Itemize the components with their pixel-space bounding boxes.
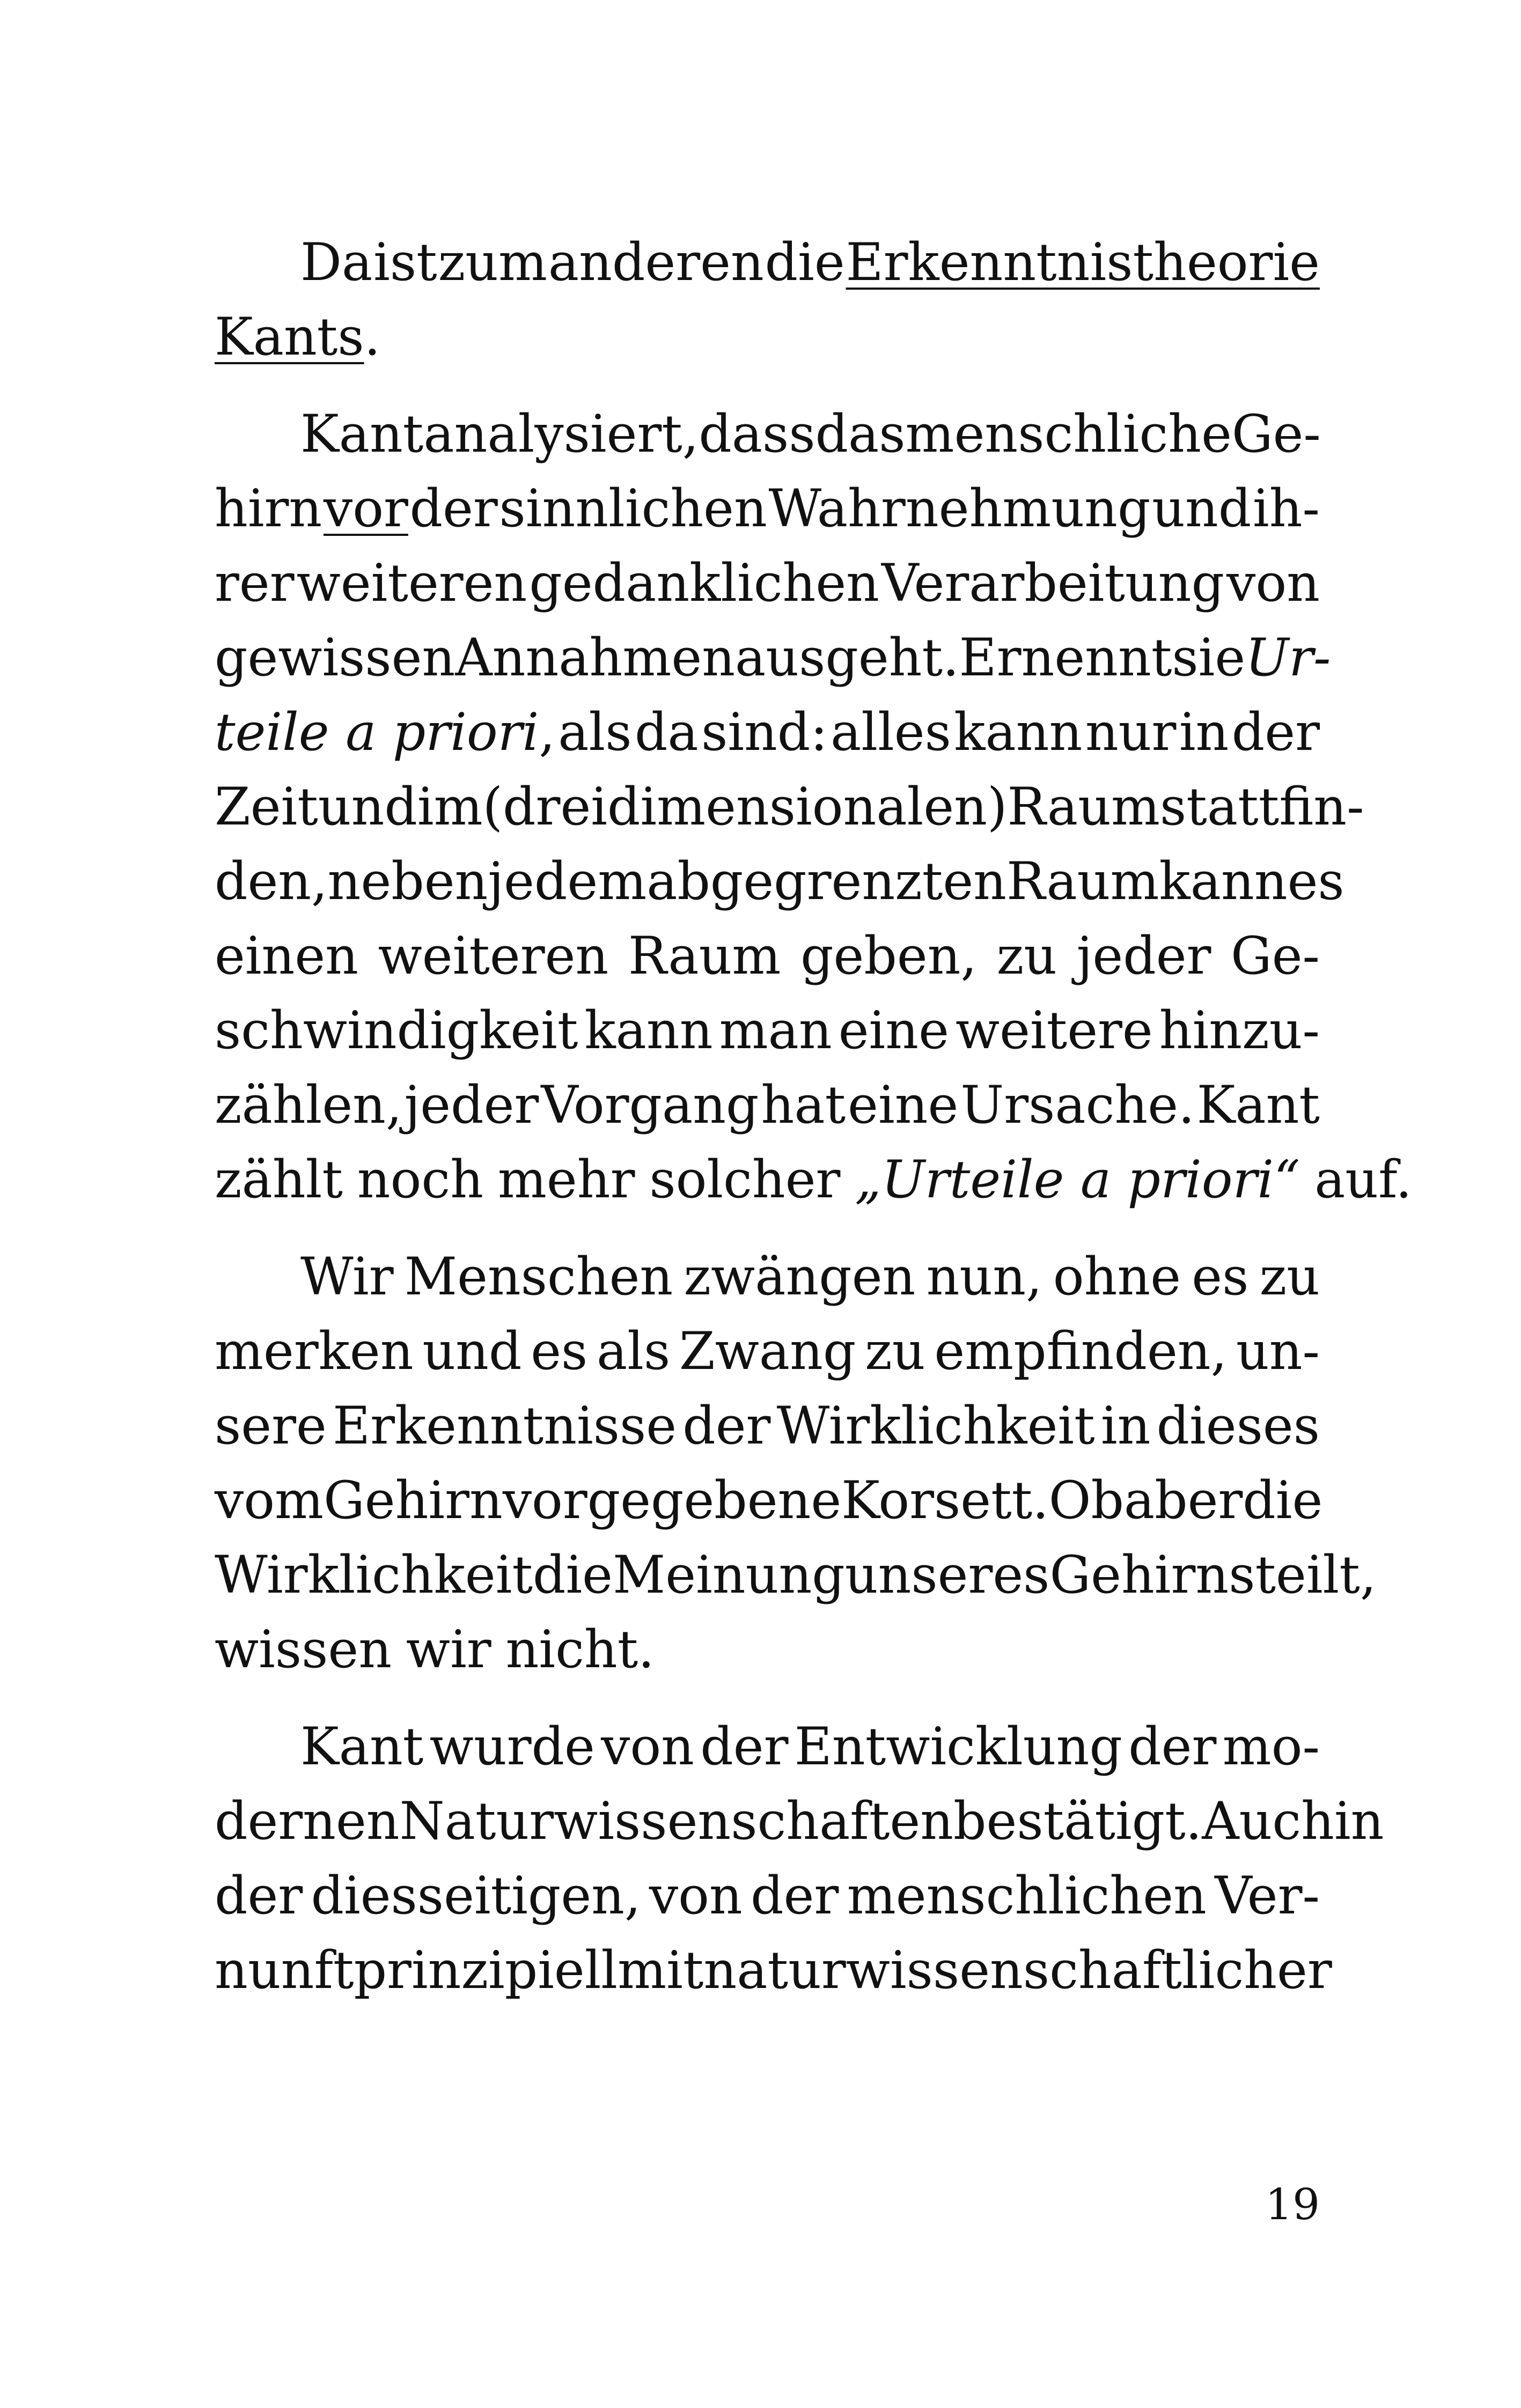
- word-group: [215, 695, 555, 770]
- word: jeder: [1076, 926, 1211, 986]
- text-line: [215, 1389, 1320, 1463]
- word: der: [1128, 1717, 1217, 1777]
- word: dieses: [1156, 1396, 1320, 1456]
- word: zu: [1259, 1247, 1320, 1307]
- text-line: [215, 1859, 1320, 1933]
- word: eine: [838, 1000, 949, 1061]
- word: Ursache.: [960, 1075, 1195, 1135]
- word: wissen: [215, 1619, 392, 1680]
- word: weitere: [955, 1000, 1153, 1061]
- word: auf.: [1314, 1150, 1412, 1210]
- word: Menschen: [404, 1247, 673, 1307]
- word: ,: [539, 702, 555, 762]
- word: Gehirn: [324, 1470, 503, 1530]
- word: vorgegebene: [502, 1470, 842, 1530]
- word: Verarbeitung: [881, 553, 1225, 613]
- word: alles: [831, 702, 951, 762]
- word: Kant: [1196, 1075, 1320, 1135]
- word: in: [1334, 1791, 1384, 1851]
- word: Kants: [215, 307, 364, 367]
- text-line: [215, 1612, 1320, 1687]
- text-line: [215, 1538, 1377, 1612]
- word: Wirklichkeit: [776, 1396, 1095, 1456]
- word: der: [682, 1396, 771, 1456]
- word: der: [1231, 702, 1320, 762]
- text-line: [215, 993, 1320, 1068]
- word: empfinden,: [934, 1321, 1228, 1381]
- body-text: [215, 225, 1412, 2008]
- word: analysiert,: [423, 404, 699, 464]
- word: einen: [215, 926, 358, 986]
- word: nun,: [926, 1247, 1042, 1307]
- word: anderen: [548, 232, 764, 292]
- text-line: [215, 1710, 1320, 1784]
- word: hat: [761, 1075, 846, 1135]
- word: stattfin-: [1159, 777, 1364, 837]
- word: der: [409, 478, 498, 539]
- word: Ge-: [1231, 926, 1320, 986]
- word: in: [1100, 1396, 1151, 1456]
- word: Zeit: [215, 777, 318, 837]
- word: es: [1287, 851, 1344, 911]
- word: (dreidimensionalen): [482, 777, 1008, 837]
- word: teile a priori: [215, 702, 539, 762]
- word: prinzipiell: [354, 1940, 618, 2000]
- word: zählt: [215, 1150, 343, 1210]
- text-line: [215, 770, 1364, 844]
- word: Annahmen: [455, 628, 736, 688]
- word: Er: [959, 628, 1022, 688]
- word: kann: [954, 702, 1083, 762]
- word: jedem: [488, 851, 647, 911]
- text-line: [215, 1463, 1323, 1538]
- text-line: [215, 1933, 1332, 2008]
- word: gewissen: [215, 628, 455, 688]
- word: zu: [996, 926, 1057, 986]
- word: Ob: [1048, 1470, 1124, 1530]
- word: der: [215, 1866, 303, 1926]
- word: kann: [1159, 851, 1288, 911]
- word: von: [601, 1717, 694, 1777]
- word: Kant: [300, 404, 424, 464]
- word: menschliche: [905, 404, 1232, 464]
- word: unseres: [844, 1545, 1050, 1605]
- word: Zwang: [679, 1321, 856, 1381]
- word: von: [649, 1866, 743, 1926]
- word: es: [531, 1321, 588, 1381]
- word: dernen: [215, 1791, 400, 1851]
- word: mit: [618, 1940, 704, 2000]
- word: nunft: [215, 1940, 354, 2000]
- word: Erkenntnisse: [333, 1396, 677, 1456]
- word: man: [719, 1000, 832, 1061]
- word: zählen,: [215, 1075, 402, 1135]
- word: Auch: [1202, 1791, 1334, 1851]
- word: geben,: [800, 926, 977, 986]
- word: neben: [327, 851, 488, 911]
- word: abgegrenzten: [646, 851, 1006, 911]
- page-number: 19: [1265, 2179, 1320, 2229]
- word: die: [1243, 1470, 1323, 1530]
- word: Raum: [1006, 851, 1159, 911]
- word: Kant: [300, 1717, 424, 1777]
- text-line: [215, 546, 1320, 621]
- word: rer: [215, 553, 295, 613]
- word: Gehirns: [1049, 1545, 1255, 1605]
- word: Ur-: [1245, 628, 1331, 688]
- word: Wirklichkeit: [215, 1545, 533, 1605]
- text-line: [215, 472, 1320, 546]
- word: in: [1179, 702, 1229, 762]
- word: als: [597, 1321, 671, 1381]
- word: solcher: [649, 1150, 841, 1210]
- word: von: [1226, 553, 1320, 613]
- word: den,: [215, 851, 328, 911]
- word: kann: [584, 1000, 713, 1061]
- word: menschlichen: [847, 1866, 1207, 1926]
- word: Raum: [628, 926, 781, 986]
- word: zum: [438, 232, 547, 292]
- word: nicht.: [505, 1619, 655, 1680]
- word: der: [700, 1717, 789, 1777]
- text-line: [215, 1240, 1320, 1314]
- word: zwängen: [684, 1247, 916, 1307]
- word: sere: [215, 1396, 327, 1456]
- word: merken: [215, 1321, 414, 1381]
- word: sinnlichen: [499, 478, 767, 539]
- word: als: [558, 702, 632, 762]
- word: diesseitigen,: [311, 1866, 641, 1926]
- word: mo-: [1222, 1717, 1320, 1777]
- word: das: [815, 404, 906, 464]
- text-line: [215, 300, 1320, 374]
- word: die: [533, 1545, 613, 1605]
- text-line: [215, 1143, 1412, 1217]
- word: wurde: [429, 1717, 595, 1777]
- word: schwindigkeit: [215, 1000, 578, 1061]
- word: naturwissenschaftlicher: [703, 1940, 1332, 2000]
- word: und: [1152, 478, 1252, 539]
- word: es: [1192, 1247, 1249, 1307]
- word: teilt,: [1255, 1545, 1377, 1605]
- word: „Urteile a priori“: [855, 1150, 1300, 1210]
- word: noch: [357, 1150, 484, 1210]
- word: ih-: [1253, 478, 1320, 539]
- word: weiteren: [378, 926, 609, 986]
- text-line: [215, 1068, 1320, 1143]
- word: vor: [323, 478, 408, 539]
- word: ist: [373, 232, 437, 292]
- word-group: [215, 300, 380, 374]
- word: wir: [406, 1619, 491, 1680]
- word: und: [422, 1321, 522, 1381]
- word: Erkenntnistheorie: [846, 232, 1320, 292]
- text-line: [215, 621, 1331, 695]
- word: weiteren: [296, 553, 527, 613]
- word: un-: [1236, 1321, 1320, 1381]
- word: im: [417, 777, 483, 837]
- word: aber: [1123, 1470, 1243, 1530]
- word: und: [318, 777, 417, 837]
- word: der: [751, 1866, 839, 1926]
- word: ohne: [1053, 1247, 1181, 1307]
- text-line: [215, 1784, 1384, 1859]
- word: die: [765, 232, 845, 292]
- word: Wir: [300, 1247, 394, 1307]
- text-line: [215, 225, 1320, 300]
- word: vom: [215, 1470, 324, 1530]
- word: bestätigt.: [953, 1791, 1202, 1851]
- word: mehr: [497, 1150, 635, 1210]
- word: Entwicklung: [794, 1717, 1122, 1777]
- text-line: [215, 397, 1320, 472]
- word: Wahrnehmung: [768, 478, 1151, 539]
- word: Ge-: [1231, 404, 1321, 464]
- word: zu: [865, 1321, 925, 1381]
- word: Da: [300, 232, 373, 292]
- word: eine: [848, 1075, 959, 1135]
- word: Vorgang: [541, 1075, 759, 1135]
- word: Ver-: [1215, 1866, 1320, 1926]
- word: gedanklichen: [529, 553, 879, 613]
- text-line: [215, 695, 1320, 770]
- word: da: [634, 702, 699, 762]
- word: hinzu-: [1159, 1000, 1320, 1061]
- word: sind:: [701, 702, 828, 762]
- text-line: [215, 919, 1320, 993]
- word: Meinung: [612, 1545, 845, 1605]
- text-line: [215, 1314, 1320, 1389]
- word: Korsett.: [841, 1470, 1049, 1530]
- word: nur: [1085, 702, 1177, 762]
- word: .: [364, 307, 381, 367]
- word: dass: [699, 404, 815, 464]
- word: nennt: [1021, 628, 1172, 688]
- word: hirn: [215, 478, 322, 539]
- word: jeder: [404, 1075, 539, 1135]
- word: Naturwissenschaften: [399, 1791, 954, 1851]
- word: Raum: [1007, 777, 1160, 837]
- word: sie: [1172, 628, 1246, 688]
- text-line: [215, 844, 1344, 919]
- word: ausgeht.: [735, 628, 959, 688]
